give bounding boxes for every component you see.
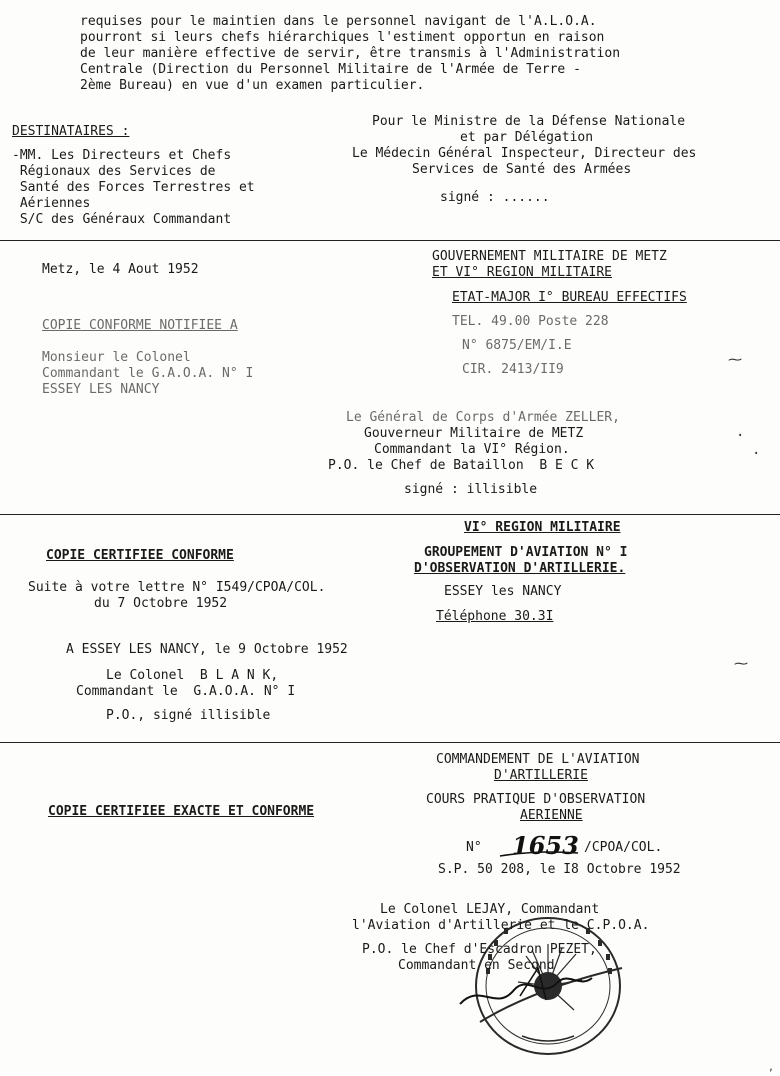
intro-line: Centrale (Direction du Personnel Militaire de l'Armée de Terre - [80,62,581,77]
header-line: COMMANDEMENT DE L'AVIATION [436,752,640,767]
destinataires-title: DESTINATAIRES : [12,124,130,139]
location: ESSEY les NANCY [444,584,562,599]
destinataires-line: Aériennes [12,196,91,211]
phone: Téléphone 30.3I [436,609,554,624]
signature-line: Commandant en Second [398,958,555,973]
reference-line: du 7 Octobre 1952 [94,596,228,611]
signature-line: l'Aviation d'Artillerie et le C.P.O.A. [352,918,650,933]
place-date: A ESSEY LES NANCY, le 9 Octobre 1952 [66,642,348,657]
destinataires-line: S/C des Généraux Commandant [12,212,232,227]
section-divider [0,514,780,515]
handwritten-number: 1653 [512,831,579,860]
tel-line: TEL. 49.00 Poste 228 [452,314,609,329]
pen-mark: ⁓ [734,656,748,672]
signed-note: P.O., signé illisible [106,708,271,723]
number-prefix: N° [466,840,482,855]
copy-title: COPIE CERTIFIEE EXACTE ET CONFORME [48,804,315,819]
intro-line: 2ème Bureau) en vue d'un examen particulier. [80,78,425,93]
header-line: GOUVERNEMENT MILITAIRE DE METZ [432,249,667,264]
staff-line: ETAT-MAJOR I° BUREAU EFFECTIFS [452,290,687,305]
copy-title: COPIE CONFORME NOTIFIEE A [42,318,238,333]
signature-line: Le Colonel LEJAY, Commandant [380,902,600,917]
course-line: COURS PRATIQUE D'OBSERVATION [426,792,646,807]
destinataires-line: -MM. Les Directeurs et Chefs [12,148,232,163]
pen-mark: , [768,1062,775,1073]
recipient-line: Monsieur le Colonel [42,350,191,365]
intro-line: requises pour le maintien dans le personnel navigant de l'A.L.O.A. [80,14,597,29]
intro-line: de leur manière effective de servir, être transmis à l'Administration [80,46,621,61]
intro-line: pourront si leurs chefs hiérarchiques l'estiment opportun en raison [80,30,605,45]
header-group-line: D'OBSERVATION D'ARTILLERIE. [414,561,626,576]
number-suffix: /CPOA/COL. [584,840,663,855]
signature-line: P.O. le Chef d'Escadron PEZET, [362,942,597,957]
handwriting-underline [496,838,582,860]
pen-mark: ⁓ [728,352,742,368]
header-line: ET VI° REGION MILITAIRE [432,265,613,280]
reference-line: Suite à votre lettre N° I549/CPOA/COL. [28,580,326,595]
recipient-line: ESSEY LES NANCY [42,382,160,397]
general-line: Le Général de Corps d'Armée ZELLER, [346,410,620,425]
header-group-line: GROUPEMENT D'AVIATION N° I [424,545,628,560]
handwritten-signature [450,960,600,1020]
course-line: AERIENNE [520,808,583,823]
minister-line: Services de Santé des Armées [412,162,632,177]
section-divider [0,240,780,241]
minister-line: Le Médecin Général Inspecteur, Directeur des [352,146,697,161]
general-line: Gouverneur Militaire de METZ [364,426,584,441]
minister-line: et par Délégation [460,130,594,145]
minister-line: Pour le Ministre de la Défense Nationale [372,114,686,129]
destinataires-line: Régionaux des Services de [12,164,216,179]
pen-mark: · [752,446,761,462]
general-line: Commandant la VI° Région. [374,442,570,457]
reference-line: CIR. 2413/II9 [462,362,564,377]
section-divider [0,742,780,743]
pen-mark: · [736,428,745,444]
place-date: Metz, le 4 Aout 1952 [42,262,199,277]
colonel-line: Commandant le G.A.O.A. N° I [76,684,296,699]
header-line: D'ARTILLERIE [494,768,588,783]
signed-note: signé : illisible [404,482,538,497]
colonel-line: Le Colonel B L A N K, [106,668,279,683]
header-region: VI° REGION MILITAIRE [464,520,621,535]
sp-line: S.P. 50 208, le I8 Octobre 1952 [438,862,681,877]
recipient-line: Commandant le G.A.O.A. N° I [42,366,254,381]
general-line: P.O. le Chef de Bataillon B E C K [328,458,595,473]
copy-title: COPIE CERTIFIEE CONFORME [46,548,234,563]
destinataires-line: Santé des Forces Terrestres et [12,180,255,195]
signed-note: signé : ...... [440,190,550,205]
reference-line: N° 6875/EM/I.E [462,338,572,353]
